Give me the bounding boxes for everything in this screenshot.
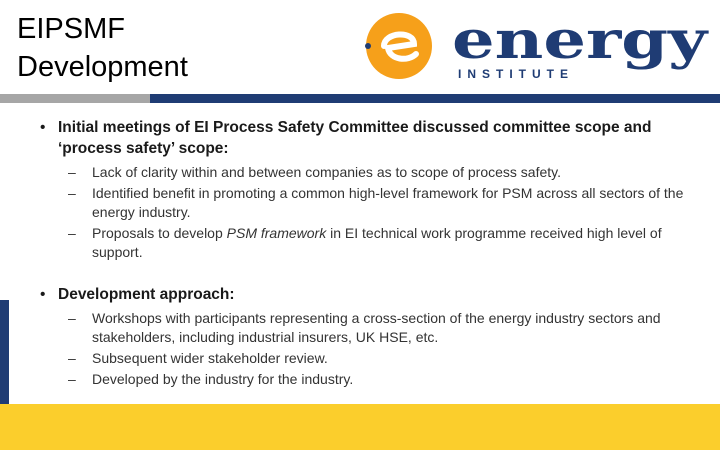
dash-marker: – [68,185,76,201]
dash-marker: – [68,225,76,241]
title-line-1: EIPSMF [17,13,125,45]
header-navy-bar [150,94,720,103]
list-item [40,349,690,368]
list-item-text: Lack of clarity within and between companies as to scope of process safety. [92,164,561,180]
dash-marker: – [68,164,76,180]
dash-marker: – [68,310,76,326]
energy-institute-logo [362,12,712,84]
title-line-2: Development [17,51,188,83]
logo-word: energy [452,12,710,71]
list-item-text: Developed by the industry for the industry. [92,371,354,387]
slide-content [40,117,690,391]
logo-subtitle: INSTITUTE [458,67,574,81]
list-item [40,224,690,262]
list-item-emphasis: PSM framework [226,225,327,241]
dash-marker: – [68,371,76,387]
list-item [40,309,690,347]
sub-list-development-approach [40,309,690,389]
bullet-heading: Development approach: [58,286,235,303]
list-item-text: Subsequent wider stakeholder review. [92,350,328,366]
list-item [40,370,690,389]
bullet-heading: Initial meetings of EI Process Safety Committee discussed committee scope and ‘process safety’ scope: [58,119,652,157]
list-item [40,184,690,222]
bullet-dot: • [40,286,46,303]
slide-title [17,10,188,86]
list-item-text: Identified benefit in promoting a common high-level framework for PSM across all sectors of the energy industry. [92,185,684,220]
footer-yellow-band [0,404,720,450]
left-accent-bar [0,300,9,416]
bullet-initial-meetings [40,117,690,159]
bullet-dot: • [40,119,46,136]
list-item-text-before: Proposals to develop [92,225,227,241]
logo-circle-icon [365,13,432,79]
list-item-text: Workshops with participants representing a cross-section of the energy industry sectors and stakeholders, including industrial insurers, UK HSE, etc. [92,310,661,345]
bullet-development-approach [40,284,690,305]
sub-list-initial-meetings [40,163,690,262]
list-item [40,163,690,182]
dash-marker: – [68,350,76,366]
list-item-text-after: in EI technical work programme received high level of support. [92,225,662,260]
header-gray-bar [0,94,150,103]
